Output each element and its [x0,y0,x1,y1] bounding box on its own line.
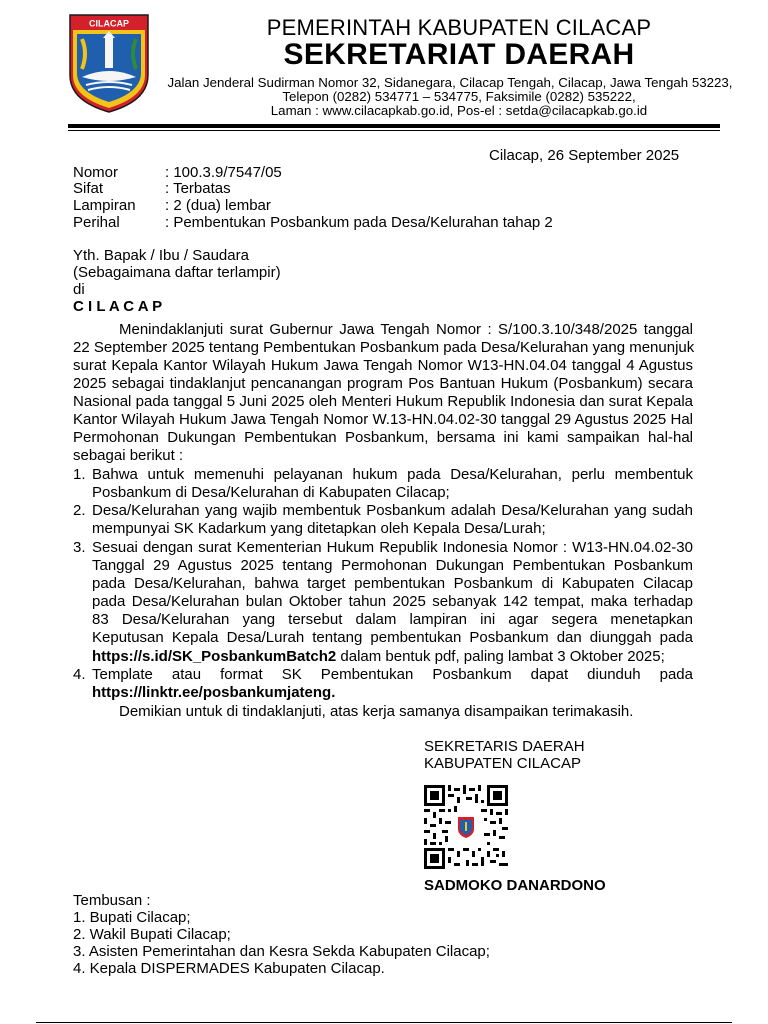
meta-value-lampiran: : 2 (dua) lembar [165,197,271,214]
meta-value-sifat: : Terbatas [165,180,231,197]
list-item-line: Template atau format SK Pembentukan Posbankum dapat diunduh pada [92,666,693,683]
intro-line: sebagai berikut : [73,447,184,464]
copies-heading: Tembusan : [73,892,151,909]
upload-link[interactable]: https://s.id/SK_PosbankumBatch2 [92,648,337,665]
meta-value-nomor: : 100.3.9/7547/05 [165,164,282,181]
meta-value-perihal: : Pembentukan Posbankum pada Desa/Kelurahan tahap 2 [165,214,553,231]
intro-line: Kantor Wilayah Hukum Jawa Tengah Nomor W.13-HN.04.02-30 tanggal 29 Agustus 2025 Hal [73,411,693,428]
list-item-line: Posbankum di Desa/Kelurahan di Kabupaten Cilacap; [92,484,450,501]
addressee-note: (Sebagaimana daftar terlampir) [73,264,281,281]
office-name: SEKRETARIAT DAERAH [283,38,635,71]
list-item-line: Bahwa untuk memenuhi pelayanan hukum pada Desa/Kelurahan, perlu membentuk [92,466,693,483]
list-number: 3. [73,539,86,556]
letterhead-rule-thin [68,130,720,131]
list-item-line: Desa/Kelurahan yang wajib membentuk Posbankum adalah Desa/Kelurahan yang sudah [92,502,693,519]
meta-label-sifat: Sifat [73,180,104,197]
place-date: Cilacap, 26 September 2025 [489,147,680,164]
government-name: PEMERINTAH KABUPATEN CILACAP [266,15,652,40]
footer-rule [36,1022,732,1023]
list-number: 2. [73,502,86,519]
intro-line: Nasional pada tanggal 5 Juni 2025 oleh Menteri Hukum Republik Indonesia dan surat Kepala [73,393,693,410]
list-item-line: pada Desa/Kelurahan bulan Oktober tahun 2025 sebanyak 142 tempat, maka terhadap [92,593,693,610]
addressee-line: Yth. Bapak / Ibu / Saudara [73,247,249,264]
signatory-name: SADMOKO DANARDONO [424,877,606,894]
meta-label-lampiran: Lampiran [73,197,136,214]
intro-line: 22 September 2025 tentang Pembentukan Posbankum pada Desa/Kelurahan yang menunjuk [73,339,695,356]
intro-line: Menindaklanjuti surat Gubernur Jawa Tengah Nomor : S/100.3.10/348/2025 tanggal [119,321,693,338]
list-number: 1. [73,466,86,483]
list-item-line: Tanggal 29 Agustus 2025 tentang Permohonan Dukungan Pembentukan Posbankum [92,557,693,574]
phone-line: Telepon (0282) 534771 – 534775, Faksimile (0282) 535222, [282,89,636,104]
intro-line: Permohonan Dukungan Pembentukan Posbankum, bersama ini kami sampaikan hal-hal [73,429,693,446]
qr-code-signature [424,785,508,869]
intro-line: 2025 sebagai tindaklanjut pencanangan program Pos Bantuan Hukum (Posbankum) secara [73,375,693,392]
copies-item: 3. Asisten Pemerintahan dan Kesra Sekda Kabupaten Cilacap; [73,943,490,960]
list-item-line: 83 Desa/Kelurahan yang tersebut dalam lampiran ini agar segera menetapkan [92,611,693,628]
letterhead-rule [68,124,720,128]
list-item-line [92,648,665,666]
list-item-line: mempunyai SK Kadarkum yang ditetapkan oleh Kepala Desa/Lurah; [92,520,546,537]
address-line: Jalan Jenderal Sudirman Nomor 32, Sidanegara, Cilacap Tengah, Cilacap, Jawa Tengah 53223, [167,75,733,90]
closing-sentence: Demikian untuk di tindaklanjuti, atas kerja samanya disampaikan terimakasih. [119,703,634,720]
meta-label-nomor: Nomor [73,164,119,181]
meta-label-perihal: Perihal [73,214,120,231]
svg-text:CILACAP: CILACAP [89,18,129,29]
website-line: Laman : www.cilacapkab.go.id, Pos-el : setda@cilacapkab.go.id [270,103,648,118]
copies-item: 1. Bupati Cilacap; [73,909,191,926]
signatory-title-region: KABUPATEN CILACAP [424,755,581,772]
signatory-title: SEKRETARIS DAERAH [424,738,585,755]
addressee-city: C I L A C A P [73,298,163,315]
copies-item: 4. Kepala DISPERMADES Kabupaten Cilacap. [73,960,385,977]
copies-item: 2. Wakil Bupati Cilacap; [73,926,231,943]
list-item-line: Sesuai dengan surat Kementerian Hukum Republik Indonesia Nomor : W13-HN.04.02-30 [92,539,693,556]
template-link[interactable]: https://linktr.ee/posbankumjateng. [92,684,336,701]
list-item-line: Keputusan Kepala Desa/Lurah tentang pembentukan Posbankum dan diunggah pada [92,629,693,646]
upload-deadline-text: dalam bentuk pdf, paling lambat 3 Oktober 2025; [336,648,665,665]
cilacap-regency-emblem [68,13,150,114]
addressee-di: di [73,281,85,298]
intro-line: surat Kepala Kantor Wilayah Hukum Jawa Tengah Nomor W13-HN.04.04 tanggal 4 Agustus [73,357,693,374]
list-item-line: pada Desa/Kelurahan, bahwa target pembentukan Posbankum di Kabupaten Cilacap [92,575,693,592]
list-number: 4. [73,666,86,683]
